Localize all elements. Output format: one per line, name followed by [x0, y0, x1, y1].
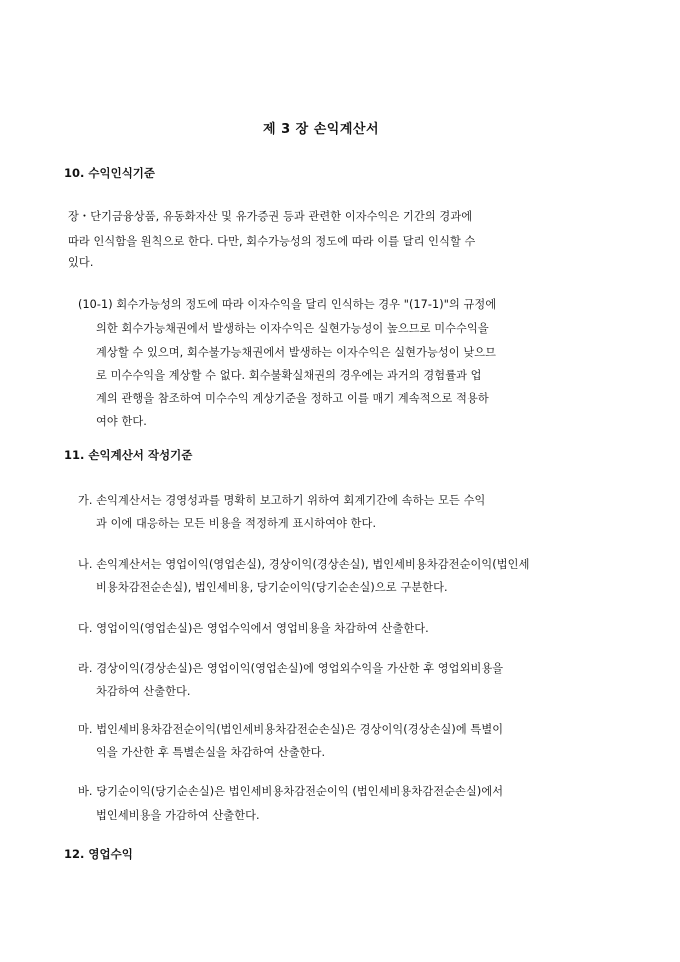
note-line: 계상할 수 있으며, 회수불가능채권에서 발생하는 이자수익은 실현가능성이 낮으므	[96, 346, 497, 359]
list-item-line: 가. 손익계산서는 경영성과를 명확히 보고하기 위하여 회계기간에 속하는 모든 수익	[78, 494, 486, 507]
note-line: 로 미수수익을 계상할 수 없다. 회수불확실채권의 경우에는 과거의 경험률과 업	[96, 369, 482, 382]
list-item-line: 차감하여 산출한다.	[96, 685, 191, 698]
list-item-line: 마. 법인세비용차감전순이익(법인세비용차감전순손실)은 경상이익(경상손실)에 특별이	[78, 723, 504, 736]
list-item-line: 나. 손익계산서는 영업이익(영업손실), 경상이익(경상손실), 법인세비용차감전순이익(법인세	[78, 558, 530, 571]
list-item-line: 법인세비용을 가감하여 산출한다.	[96, 809, 260, 822]
chapter-title: 제 3 장 손익계산서	[263, 122, 380, 137]
section-11-heading: 11. 손익계산서 작성기준	[64, 448, 193, 462]
list-item-line: 익을 가산한 후 특별손실을 차감하여 산출한다.	[96, 746, 326, 759]
paragraph-line: 있다.	[68, 256, 94, 269]
paragraph-line: 따라 인식함을 원칙으로 한다. 다만, 회수가능성의 정도에 따라 이를 달리 인식할 수	[68, 235, 476, 248]
list-item-line: 과 이에 대응하는 모든 비용을 적정하게 표시하여야 한다.	[96, 517, 377, 530]
list-item-line: 다. 영업이익(영업손실)은 영업수익에서 영업비용을 차감하여 산출한다.	[78, 622, 429, 635]
note-line: 계의 관행을 참조하여 미수수익 계상기준을 정하고 이를 매기 계속적으로 적용하	[96, 392, 489, 405]
list-item-line: 바. 당기순이익(당기순손실)은 법인세비용차감전순이익 (법인세비용차감전순손실)에서	[78, 785, 504, 798]
note-line: 의한 회수가능채권에서 발생하는 이자수익은 실현가능성이 높으므로 미수수익을	[96, 322, 489, 335]
section-12-heading: 12. 영업수익	[64, 847, 133, 861]
note-line: 여야 한다.	[96, 415, 147, 428]
list-item-line: 비용차감전순손실), 법인세비용, 당기순이익(당기순손실)으로 구분한다.	[96, 581, 448, 594]
paragraph-line: 장・단기금융상품, 유동화자산 및 유가증권 등과 관련한 이자수익은 기간의 경과에	[68, 210, 473, 223]
section-10-heading: 10. 수익인식기준	[64, 166, 156, 180]
note-line: (10-1) 회수가능성의 정도에 따라 이자수익을 달리 인식하는 경우 "(17-1)"의 규정에	[78, 298, 497, 311]
list-item-line: 라. 경상이익(경상손실)은 영업이익(영업손실)에 영업외수익을 가산한 후 영업외비용을	[78, 662, 504, 675]
